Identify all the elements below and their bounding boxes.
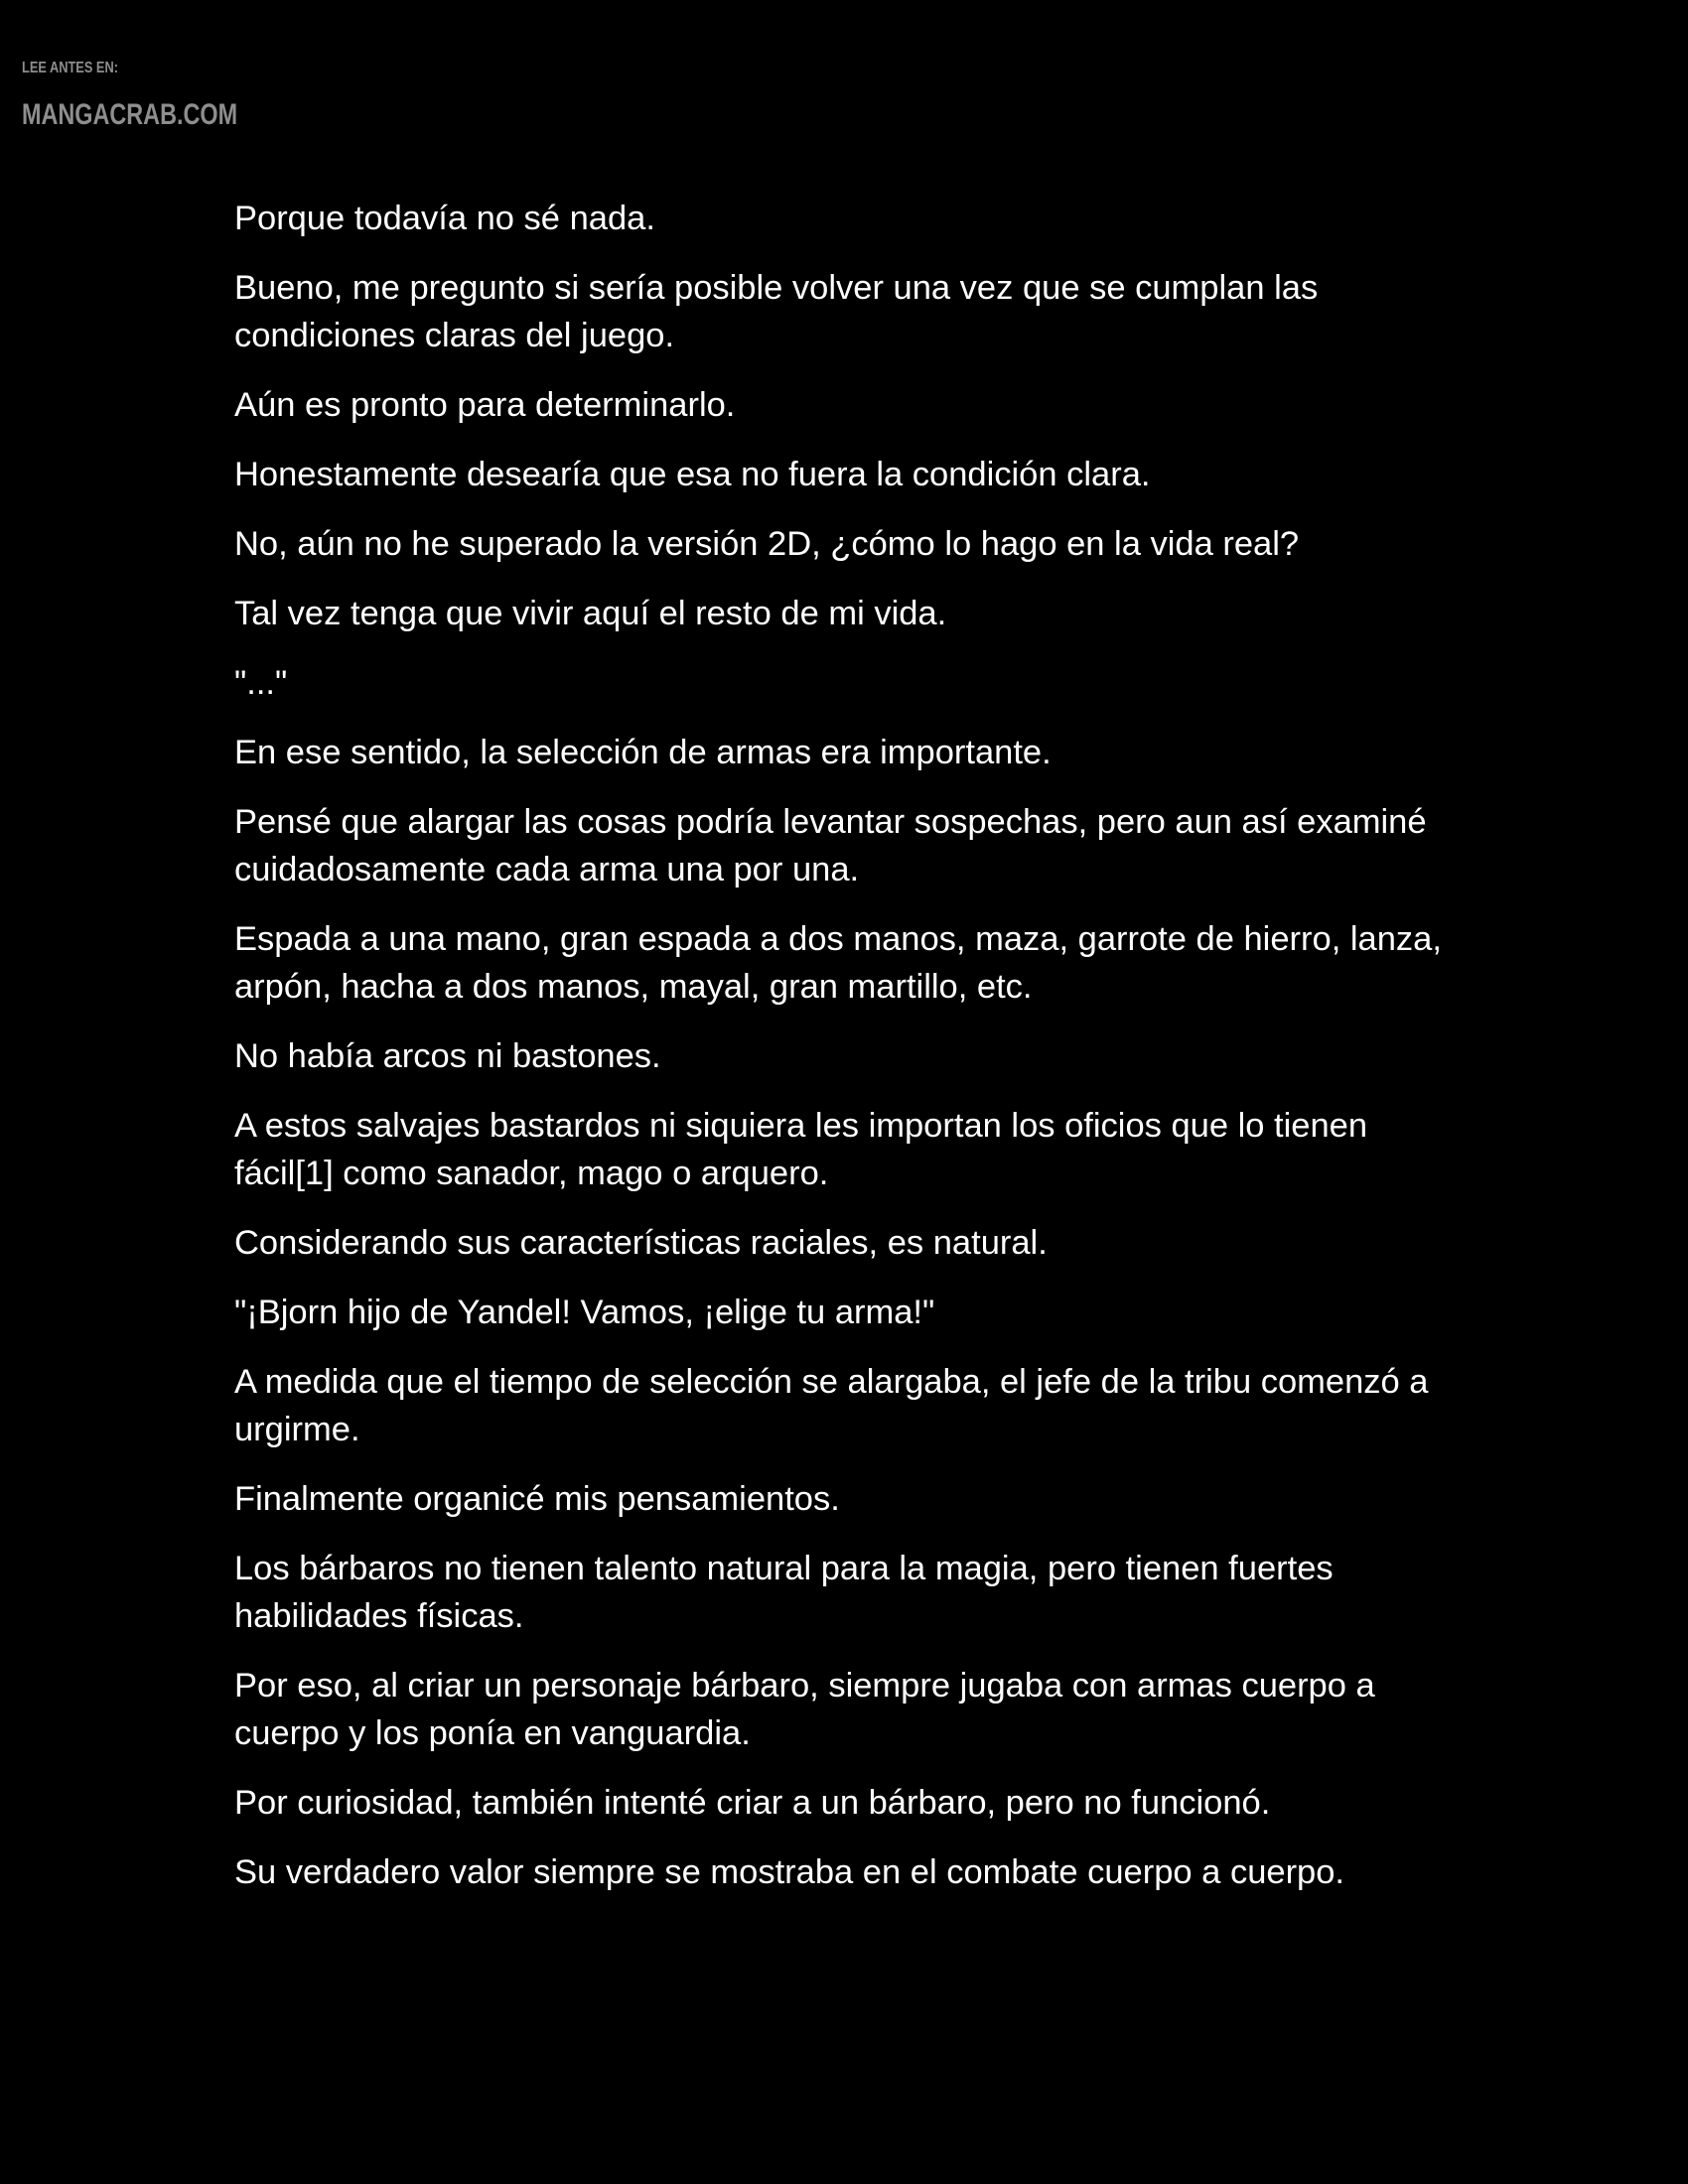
paragraph: "¡Bjorn hijo de Yandel! Vamos, ¡elige tu arma!" — [234, 1294, 935, 1331]
paragraph: Considerando sus características raciales, es natural. — [234, 1224, 1048, 1262]
paragraph: No, aún no he superado la versión 2D, ¿cómo lo hago en la vida real? — [234, 525, 1300, 563]
paragraph: No había arcos ni bastones. — [234, 1037, 661, 1075]
paragraph: Honestamente desearía que esa no fuera la condición clara. — [234, 456, 1151, 493]
paragraph: A estos salvajes bastardos ni siquiera les importan los oficios que lo tienen fácil[1] como sanador, mago o arquero. — [234, 1107, 1368, 1192]
paragraph: Tal vez tenga que vivir aquí el resto de mi vida. — [234, 595, 947, 632]
paragraph: Aún es pronto para determinarlo. — [234, 386, 736, 424]
paragraph: Porque todavía no sé nada. — [234, 200, 655, 237]
paragraph: En ese sentido, la selección de armas era importante. — [234, 734, 1052, 771]
watermark — [22, 58, 298, 133]
paragraph: A medida que el tiempo de selección se alargaba, el jefe de la tribu comenzó a urgirme. — [234, 1363, 1429, 1448]
paragraph: Espada a una mano, gran espada a dos manos, maza, garrote de hierro, lanza, arpón, hacha a dos manos, mayal, gran martillo, etc. — [234, 920, 1442, 1006]
paragraph: "..." — [234, 664, 288, 702]
paragraph: Pensé que alargar las cosas podría levantar sospechas, pero aun así examiné cuidadosamente cada arma una por una. — [234, 803, 1427, 888]
paragraph: Su verdadero valor siempre se mostraba en el combate cuerpo a cuerpo. — [234, 1853, 1345, 1891]
paragraph: Por eso, al criar un personaje bárbaro, siempre jugaba con armas cuerpo a cuerpo y los ponía en vanguardia. — [234, 1667, 1375, 1752]
paragraph: Por curiosidad, también intenté criar a un bárbaro, pero no funcionó. — [234, 1784, 1271, 1822]
watermark-site-name: MANGACRAB.COM — [22, 98, 238, 131]
paragraph: Bueno, me pregunto si sería posible volver una vez que se cumplan las condiciones claras del juego. — [234, 269, 1319, 354]
document-body — [234, 195, 1456, 1918]
watermark-line-1: LEE ANTES EN: — [22, 60, 118, 76]
paragraph: Finalmente organicé mis pensamientos. — [234, 1480, 840, 1518]
paragraph: Los bárbaros no tienen talento natural para la magia, pero tienen fuertes habilidades físicas. — [234, 1550, 1334, 1635]
